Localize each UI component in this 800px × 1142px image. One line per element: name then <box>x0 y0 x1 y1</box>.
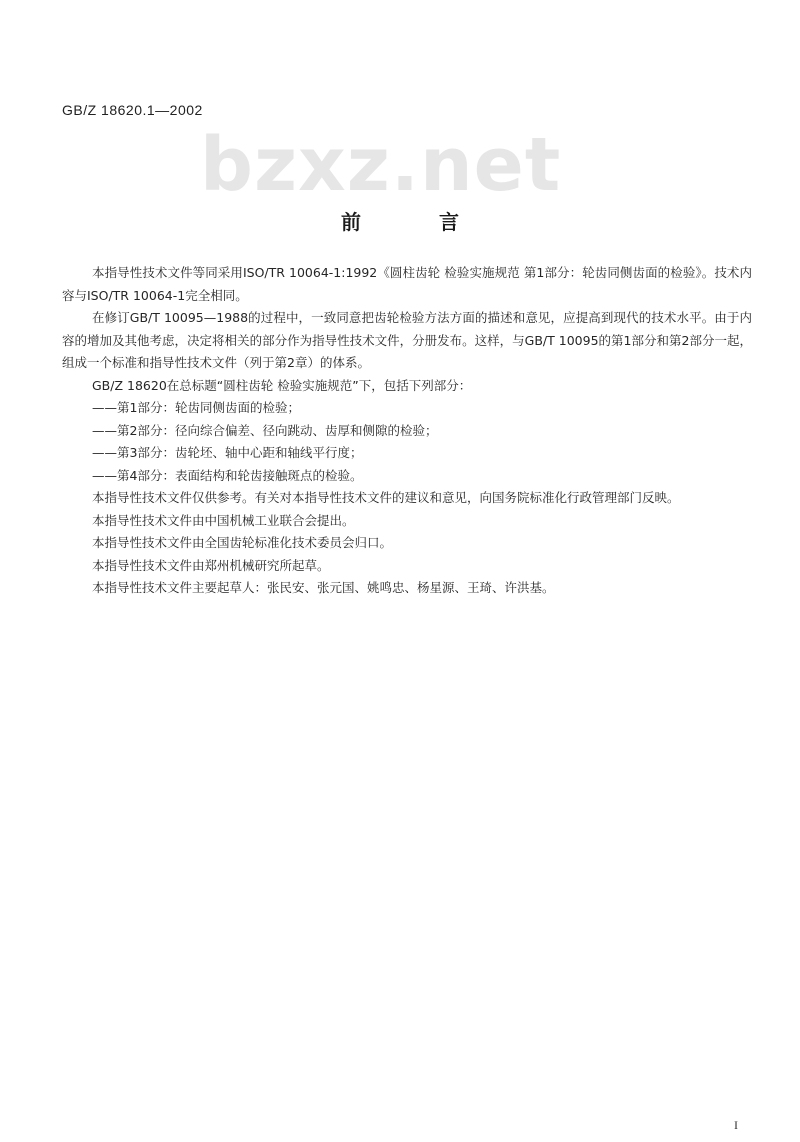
paragraph: 本指导性技术文件等同采用ISO/TR 10064-1:1992《圆柱齿轮 检验实施规范 第1部分：轮齿同侧齿面的检验》。技术内容与ISO/TR 10064-1完全相同。 <box>62 265 752 303</box>
paragraph: 本指导性技术文件主要起草人：张民安、张元国、姚鸣忠、杨星源、王琦、许洪基。 <box>92 580 555 595</box>
watermark-logo: bzxz.net <box>200 122 562 208</box>
document-body <box>62 262 752 600</box>
page-number: I <box>734 1118 738 1132</box>
paragraph: 本指导性技术文件仅供参考。有关对本指导性技术文件的建议和意见，向国务院标准化行政管理部门反映。 <box>92 490 680 505</box>
paragraph: 本指导性技术文件由全国齿轮标准化技术委员会归口。 <box>92 535 393 550</box>
paragraph: 本指导性技术文件由郑州机械研究所起草。 <box>92 557 330 573</box>
list-item: ——第2部分：径向综合偏差、径向跳动、齿厚和侧隙的检验； <box>92 422 438 438</box>
paragraph: GB/Z 18620在总标题“圆柱齿轮 检验实施规范”下，包括下列部分： <box>92 377 472 393</box>
paragraph: 在修订GB/T 10095—1988的过程中，一致同意把齿轮检验方法方面的描述和意见，应提高到现代的技术水平。由于内容的增加及其他考虑，决定将相关的部分作为指导性技术文件，分册发布。这样，与GB/T 10095的第1部分和第2部分一起，组成一个标准和指导性技术文件（列于第2章）的体系。 <box>62 310 752 370</box>
list-item: ——第1部分：轮齿同侧齿面的检验； <box>92 400 300 415</box>
page-title: 前言 <box>341 210 537 234</box>
list-item: ——第4部分：表面结构和轮齿接触斑点的检验。 <box>92 467 363 483</box>
paragraph: 本指导性技术文件由中国机械工业联合会提出。 <box>92 512 355 528</box>
list-item: ——第3部分：齿轮坯、轴中心距和轴线平行度； <box>92 445 363 460</box>
document-code: GB/Z 18620.1—2002 <box>62 102 203 118</box>
